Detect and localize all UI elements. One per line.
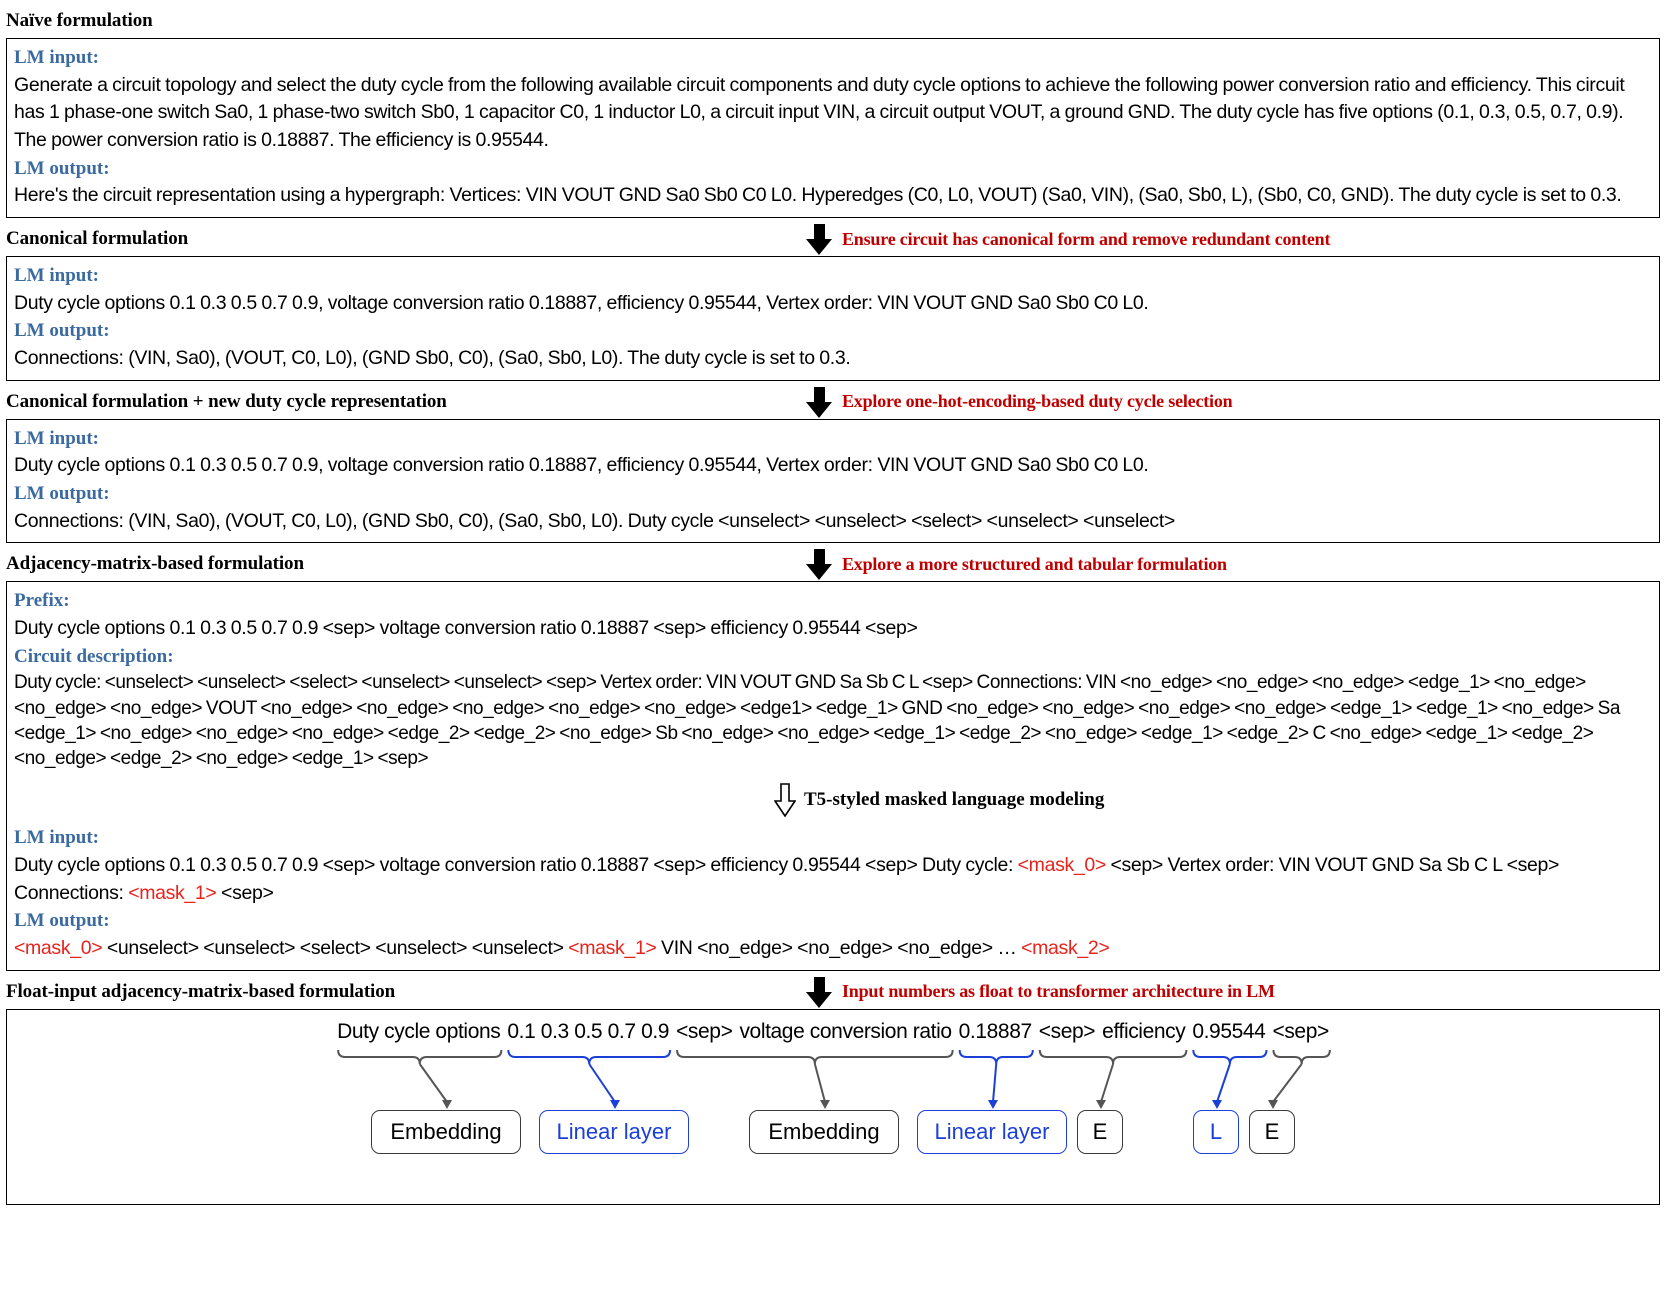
lm-output-text: Connections: (VIN, Sa0), (VOUT, C0, L0), (GND Sb0, C0), (Sa0, Sb0, L0). The duty cycle is set to 0.3. <box>14 347 851 369</box>
float-token-row <box>7 1016 1659 1054</box>
lm-output-label: LM output: <box>14 320 110 342</box>
module-box: Embedding <box>749 1110 899 1154</box>
plain-token: <sep> Vertex order: VIN VOUT GND Sa Sb C L <sep> Connections: <box>14 854 1560 904</box>
transition-annotation <box>806 387 1232 417</box>
plain-token: <unselect> <unselect> <select> <unselect> <unselect> <box>102 937 569 960</box>
lm-input-text: Duty cycle options 0.1 0.3 0.5 0.7 0.9, voltage conversion ratio 0.18887, efficiency 0.95544, Vertex order: VIN VOUT GND Sa0 Sb0 C0 L0. <box>14 291 1149 314</box>
module-box: E <box>1077 1110 1123 1154</box>
canonical-formulation-box <box>6 256 1660 381</box>
float-token: Duty cycle options <box>337 1019 501 1043</box>
float-token: <sep> <box>1038 1019 1096 1043</box>
section-title: Naïve formulation <box>6 10 153 31</box>
arrow-down-icon <box>806 549 832 579</box>
section-title: Canonical formulation <box>6 228 189 250</box>
lm-output-text: Connections: (VIN, Sa0), (VOUT, C0, L0), (GND Sb0, C0), (Sa0, Sb0, L0). Duty cycle <unselect> <unselect> <select> <unselect> <unselect> <box>14 509 1175 532</box>
section-header-float-input <box>6 975 1660 1009</box>
lm-input-text: Generate a circuit topology and select the duty cycle from the following available circuit components and duty cycle options to achieve the following power conversion ratio and efficiency. This circuit has 1 phase-one switch Sa0, 1 phase-two switch Sb0, 1 capacitor C0, 1 inductor L0, a circuit input VIN, a circuit output VOUT, a ground GND. The duty cycle has five options (0.1, 0.3, 0.5, 0.7, 0.9). The power conversion ratio is 0.18887. The efficiency is 0.95544. <box>14 73 1625 152</box>
float-token: 0.1 0.3 0.5 0.7 0.9 <box>507 1019 670 1043</box>
transition-annotation <box>806 977 1275 1007</box>
naive-formulation-box <box>6 38 1660 218</box>
lm-output-label: LM output: <box>14 157 110 179</box>
prefix-text: Duty cycle options 0.1 0.3 0.5 0.7 0.9 <sep> voltage conversion ratio 0.18887 <sep> efficiency 0.95544 <sep> <box>14 616 918 639</box>
float-token: 0.18887 <box>958 1019 1032 1043</box>
mask-token: <mask_0> <box>14 937 103 960</box>
arrow-down-hollow-icon <box>774 783 796 817</box>
module-row <box>7 1110 1659 1154</box>
transition-annotation <box>806 549 1227 579</box>
plain-token: Duty cycle options 0.1 0.3 0.5 0.7 0.9 <sep> voltage conversion ratio 0.18887 <sep> efficiency 0.95544 <sep> Duty cycle: <box>14 854 1018 877</box>
transition-label: Explore one-hot-encoding-based duty cycle selection <box>842 391 1233 412</box>
float-token: <sep> <box>676 1019 733 1043</box>
transition-label: Ensure circuit has canonical form and remove redundant content <box>842 228 1331 249</box>
module-box: Linear layer <box>917 1110 1067 1154</box>
float-input-diagram-box <box>6 1009 1660 1205</box>
canonical-duty-box <box>6 419 1660 544</box>
lm-output-label: LM output: <box>14 910 110 932</box>
lm-input-text-masked <box>14 852 1652 907</box>
lm-input-label: LM input: <box>14 47 99 68</box>
transition-label: Input numbers as float to transformer architecture in LM <box>842 981 1275 1002</box>
arrow-down-icon <box>806 387 832 417</box>
transition-label: Explore a more structured and tabular formulation <box>842 553 1227 574</box>
lm-output-label: LM output: <box>14 483 110 505</box>
transition-annotation <box>806 224 1330 254</box>
module-box: E <box>1249 1110 1295 1154</box>
arrow-down-icon <box>806 224 832 254</box>
circuit-description-text: Duty cycle: <unselect> <unselect> <select> <unselect> <unselect> <sep> Vertex order: VIN VOUT GND Sa Sb C L <sep> Connections: VIN <no_edge> <no_edge> <no_edge> <edge_1> <no_edge> <no_edge> <no_edge> VOUT <no_edge> <no_edge> <no_edge> <no_edge> <no_edge> <edge1> <edge_1> GND <no_edge> <no_edge> <no_edge> <no_edge> <edge_1> <edge_1> <no_edge> Sa <edge_1> <no_edge> <no_edge> <no_edge> <edge_2> <edge_2> <no_edge> Sb <no_edge> <no_edge> <edge_1> <edge_2> <no_edge> <edge_1> <edge_2> C <no_edge> <edge_1> <edge_2> <no_edge> <edge_2> <no_edge> <edge_1> <sep> <box>14 672 1620 770</box>
section-header-canonical <box>6 222 1660 256</box>
float-token: efficiency <box>1102 1019 1186 1043</box>
section-title: Canonical formulation + new duty cycle representation <box>6 390 447 412</box>
mask-token: <mask_1> <box>128 881 217 904</box>
prefix-label: Prefix: <box>14 590 70 612</box>
arrow-down-icon <box>806 977 832 1007</box>
plain-token: <sep> <box>216 881 274 904</box>
float-token: voltage conversion ratio <box>739 1019 952 1043</box>
float-token: <sep> <box>1272 1019 1329 1043</box>
lm-input-label: LM input: <box>14 427 99 449</box>
section-title: Adjacency-matrix-based formulation <box>6 553 304 575</box>
float-token: 0.95544 <box>1192 1019 1266 1043</box>
inner-transition-label: T5-styled masked language modeling <box>804 789 1105 811</box>
lm-output-text-masked <box>14 935 1652 963</box>
circuit-description-label: Circuit description: <box>14 645 174 667</box>
module-box: Embedding <box>371 1110 521 1154</box>
lm-input-text: Duty cycle options 0.1 0.3 0.5 0.7 0.9, voltage conversion ratio 0.18887, efficiency 0.95544, Vertex order: VIN VOUT GND Sa0 Sb0 C0 L0. <box>14 454 1149 477</box>
lm-input-label: LM input: <box>14 265 99 287</box>
mask-token: <mask_2> <box>1021 937 1110 960</box>
lm-input-label: LM input: <box>14 827 99 849</box>
mask-token: <mask_1> <box>568 937 657 960</box>
inner-transition-annotation <box>774 783 1652 817</box>
adjacency-formulation-box <box>6 581 1660 970</box>
section-header-naive <box>6 4 1660 38</box>
mask-token: <mask_0> <box>1017 854 1106 877</box>
section-header-adjacency <box>6 547 1660 581</box>
section-title: Float-input adjacency-matrix-based formulation <box>6 980 396 1002</box>
lm-output-text: Here's the circuit representation using a hypergraph: Vertices: VIN VOUT GND Sa0 Sb0 C0 L0. Hyperedges (C0, L0, VOUT) (Sa0, VIN), (Sa0, Sb0, L), (Sb0, C0, GND). The duty cycle is set to 0.3. <box>14 184 1622 207</box>
module-box: L <box>1193 1110 1239 1154</box>
module-box: Linear layer <box>539 1110 689 1154</box>
section-header-canonical-duty <box>6 385 1660 419</box>
plain-token: VIN <no_edge> <no_edge> <no_edge> … <box>656 937 1022 960</box>
